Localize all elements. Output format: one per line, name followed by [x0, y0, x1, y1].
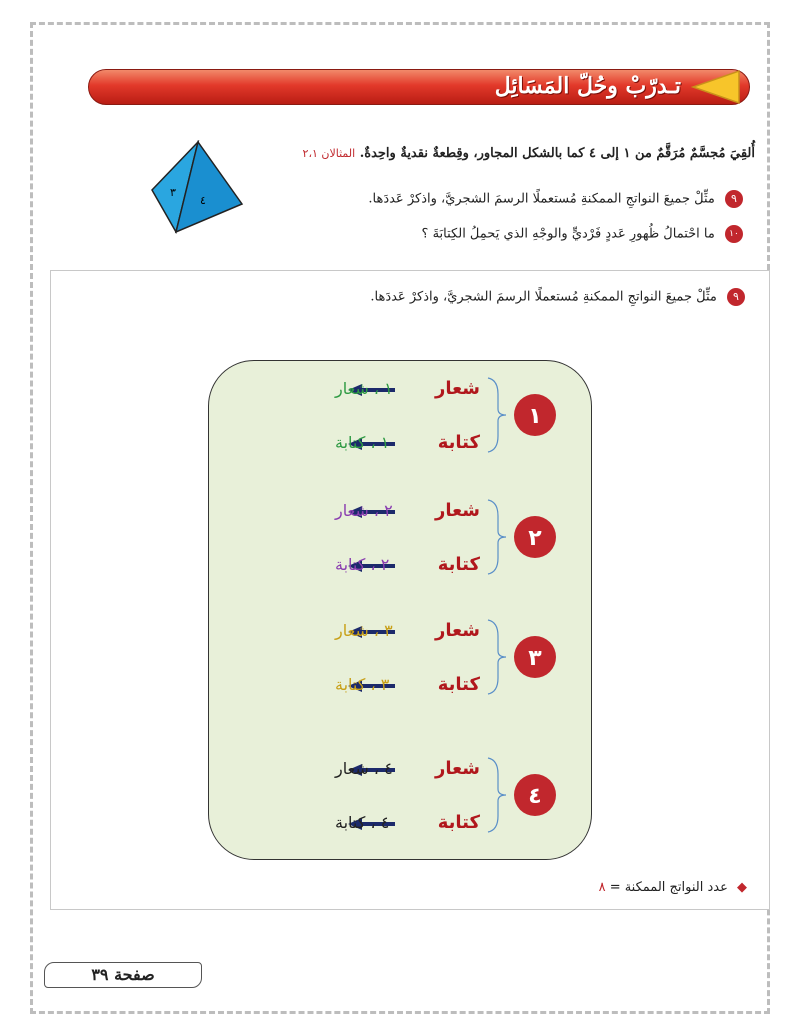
total-outcomes [599, 880, 747, 895]
curly-brace [488, 500, 506, 574]
branch-label: كتابة [437, 432, 480, 453]
group-number: ٢ [528, 526, 542, 551]
outcome-label: ١ ، شعار [335, 379, 393, 398]
example-reference: المثالان ٢،١ [302, 147, 356, 160]
curly-brace [488, 620, 506, 694]
question-number-badge: ٩ [727, 288, 745, 306]
instruction-body: أُلقِيَ مُجسَّمٌ مُرَقَّمٌ من ١ إلى ٤ كما بالشكل المجاور، وقِطعةٌ نقديةٌ واحِدةٌ. [359, 146, 755, 161]
outcome-label: ٢ ، كتابة [335, 555, 390, 574]
total-value: ٨ [598, 880, 606, 895]
outcome-label: ٤ ، شعار [335, 759, 393, 778]
question-number-badge: ١٠ [725, 225, 743, 243]
curly-brace [488, 378, 506, 452]
question-number-badge: ٩ [725, 190, 743, 208]
branch-label: كتابة [437, 674, 480, 695]
total-label: عدد النواتج الممكنة = [609, 880, 728, 895]
banner-title: تـدرّبْ وحُلّ المَسَائِل [494, 73, 681, 99]
branch-label: شعار [435, 620, 480, 641]
branch-label: شعار [435, 500, 480, 521]
group-number: ٣ [528, 646, 542, 671]
branch-label: شعار [435, 758, 480, 779]
group-number: ١ [528, 404, 542, 429]
outcome-label: ٣ ، كتابة [335, 675, 390, 694]
branch-label: كتابة [437, 812, 480, 833]
outcome-label: ٣ ، شعار [335, 621, 393, 640]
outcome-label: ٢ ، شعار [335, 501, 393, 520]
pyramid-face-left: ٣ [170, 186, 176, 199]
branch-label: كتابة [437, 554, 480, 575]
curly-brace [488, 758, 506, 832]
branch-label: شعار [435, 378, 480, 399]
pyramid-face-right: ٤ [200, 194, 206, 207]
answer-question-text: مثِّلْ جميعَ النواتجِ الممكنةِ مُستعملًا الرسمَ الشجريَّ، واذكرْ عَددَها. [370, 289, 717, 305]
question-text: ما احْتمالُ ظُهورِ عَددٍ فَرْديٍّ والوجْهِ الذي يَحمِلُ الكِتابَةَ ؟ [421, 226, 715, 242]
page-number: صفحة ٣٩ [44, 962, 202, 988]
outcome-label: ١ ، كتابة [335, 433, 390, 452]
diamond-icon: ◆ [737, 880, 747, 895]
question-text: مثِّلْ جميعَ النواتجِ الممكنةِ مُستعملًا الرسمَ الشجريَّ، واذكرْ عَددَها. [368, 191, 715, 207]
outcome-label: ٤ ، كتابة [335, 813, 390, 832]
group-number: ٤ [528, 784, 542, 809]
